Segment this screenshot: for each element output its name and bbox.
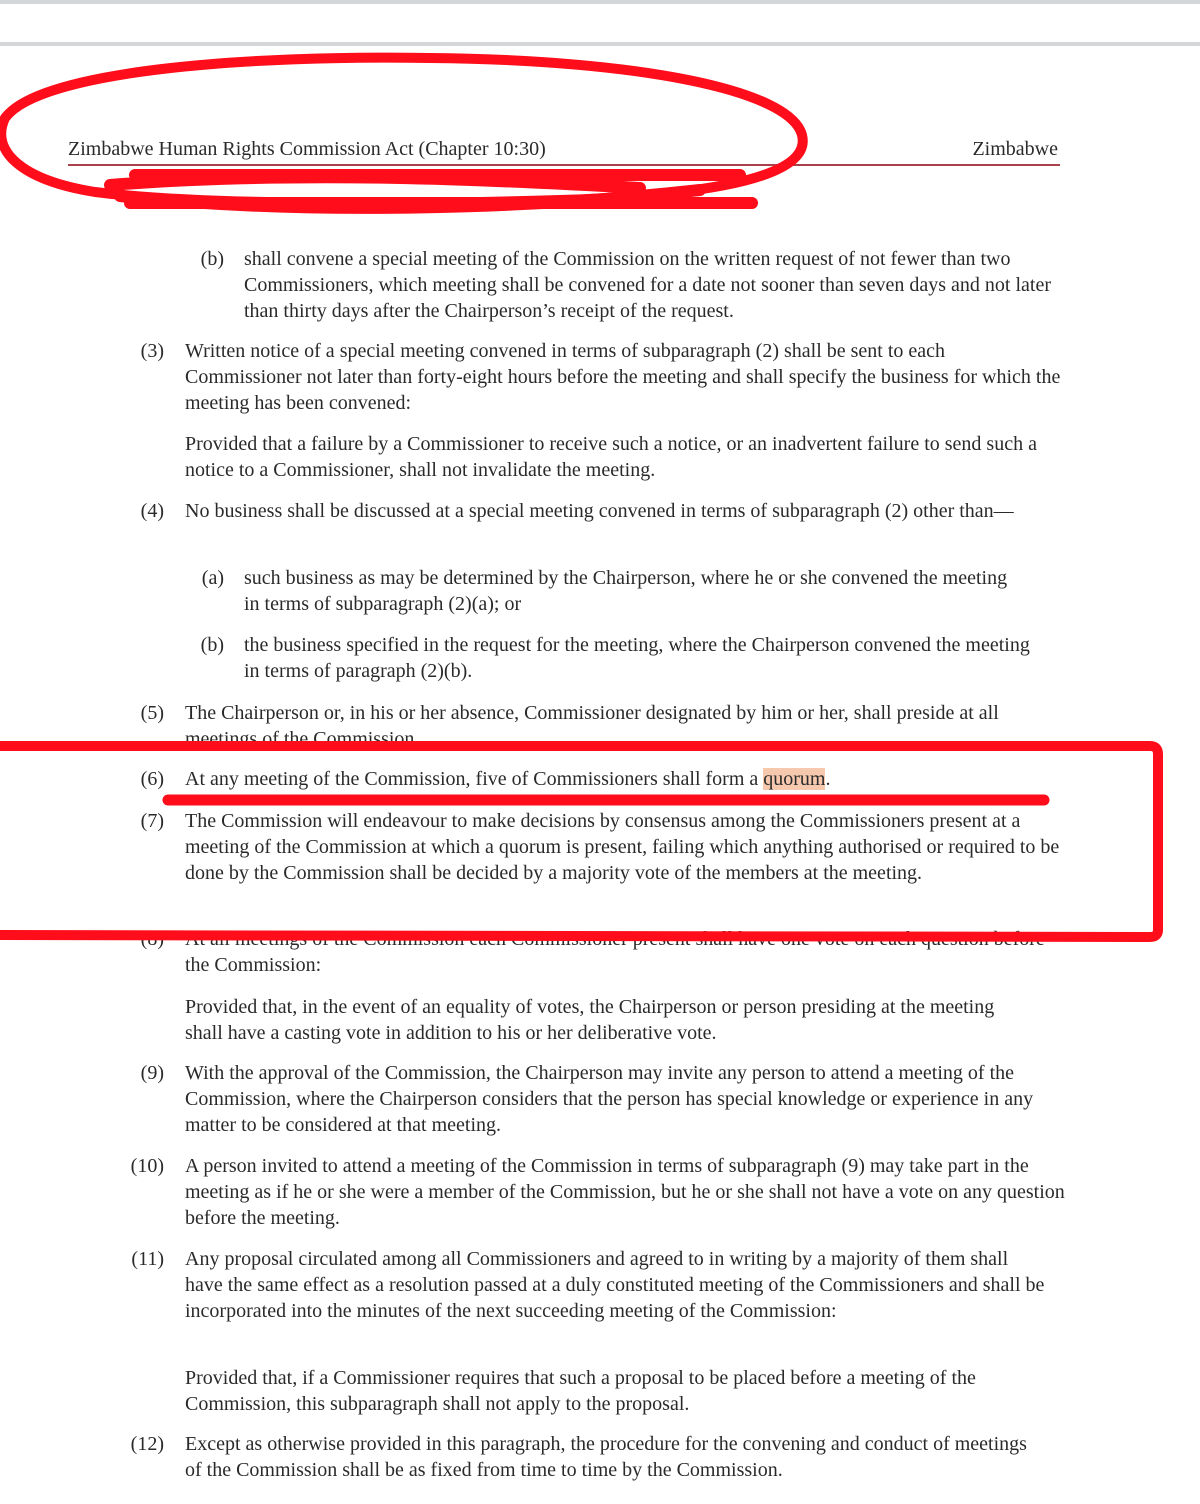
paragraph-text: Written notice of a special meeting convened in terms of subparagraph (2) shall be sent to each Commissioner not later than forty-eight hours before the meeting and shall specify the business for which the meeting has been convened: [185,340,1061,414]
paragraph-text: At all meetings of the Commission each Commissioner present shall have one vote on each question before the Commission: [185,928,1045,976]
paragraph-text: Any proposal circulated among all Commissioners and agreed to in writing by a majority of them shall have the same effect as a resolution passed at a duly constituted meeting of the Commissioners and shall be incorporated into the minutes of the next succeeding meeting of the Commission: [185,1248,1045,1322]
paragraph-number: (6) [140,768,164,790]
paragraph-text: Except as otherwise provided in this paragraph, the procedure for the convening and conduct of meetings of the Commission shall be as fixed from time to time by the Commission. [185,1433,1027,1481]
top-border [0,0,1200,4]
paragraph-text: Provided that a failure by a Commissioner to receive such a notice, or an inadvertent failure to send such a notice to a Commissioner, shall not invalidate the meeting. [185,433,1037,481]
paragraph-text: The Commission will endeavour to make decisions by consensus among the Commissioners present at a meeting of the Commission at which a quorum is present, failing which anything authorised or required to be done by the Commission shall be decided by a majority vote of the members at the meeting. [185,810,1060,884]
paragraph-number: (4) [140,500,164,522]
paragraph-text: With the approval of the Commission, the Chairperson may invite any person to attend a meeting of the Commission, where the Chairperson considers that the person has special knowledge or experience in any matter to be considered at that meeting. [185,1062,1034,1136]
paragraph-number: (a) [201,567,224,589]
red-scribble-annotation [110,175,752,208]
paragraph-text: No business shall be discussed at a special meeting convened in terms of subparagraph (2) other than— [185,500,1014,522]
paragraph-text: Provided that, if a Commissioner requires that such a proposal to be placed before a meeting of the Commission, this subparagraph shall not apply to the proposal. [185,1367,976,1415]
paragraph-number: (8) [140,928,164,950]
paragraph-number: (3) [140,340,164,362]
paragraph-text: such business as may be determined by the Chairperson, where he or she convened the meeting in terms of subparagraph (2)(a); or [244,567,1008,615]
text-after-highlight: . [825,768,831,790]
jurisdiction-label: Zimbabwe [972,138,1058,160]
quorum-highlight: quorum [763,768,826,790]
paragraph-number: (10) [130,1155,164,1177]
document-title: Zimbabwe Human Rights Commission Act (Chapter 10:30) [68,138,546,160]
paragraph-number: (b) [200,634,224,656]
paragraph-number: (5) [140,702,164,724]
paragraph-number: (9) [140,1062,164,1084]
running-header [68,136,1060,166]
paragraph-number: (12) [130,1433,164,1455]
paragraph-text: shall convene a special meeting of the Commission on the written request of not fewer than two Commissioners, which meeting shall be convened for a date not sooner than seven days and not later than thirty days after the Chairperson’s receipt of the request. [244,248,1052,322]
page-top-border [0,42,1200,46]
text-before-highlight: At any meeting of the Commission, five of Commissioners shall form a [185,768,764,790]
paragraph-number: (b) [200,248,224,270]
paragraph-text [185,766,1065,792]
paragraph-number: (7) [140,810,164,832]
paragraph-number: (11) [131,1248,164,1270]
paragraph-text: A person invited to attend a meeting of the Commission in terms of subparagraph (9) may take part in the meeting as if he or she were a member of the Commission, but he or she shall not have a vote on any question before the meeting. [185,1155,1065,1229]
red-circle-annotation [1,58,802,203]
paragraph-text: Provided that, in the event of an equality of votes, the Chairperson or person presiding at the meeting shall have a casting vote in addition to his or her deliberative vote. [185,996,995,1044]
paragraph-text: the business specified in the request for the meeting, where the Chairperson convened the meeting in terms of paragraph (2)(b). [244,634,1030,682]
paragraph-text: The Chairperson or, in his or her absence, Commissioner designated by him or her, shall preside at all meetings of the Commission. [185,702,999,750]
